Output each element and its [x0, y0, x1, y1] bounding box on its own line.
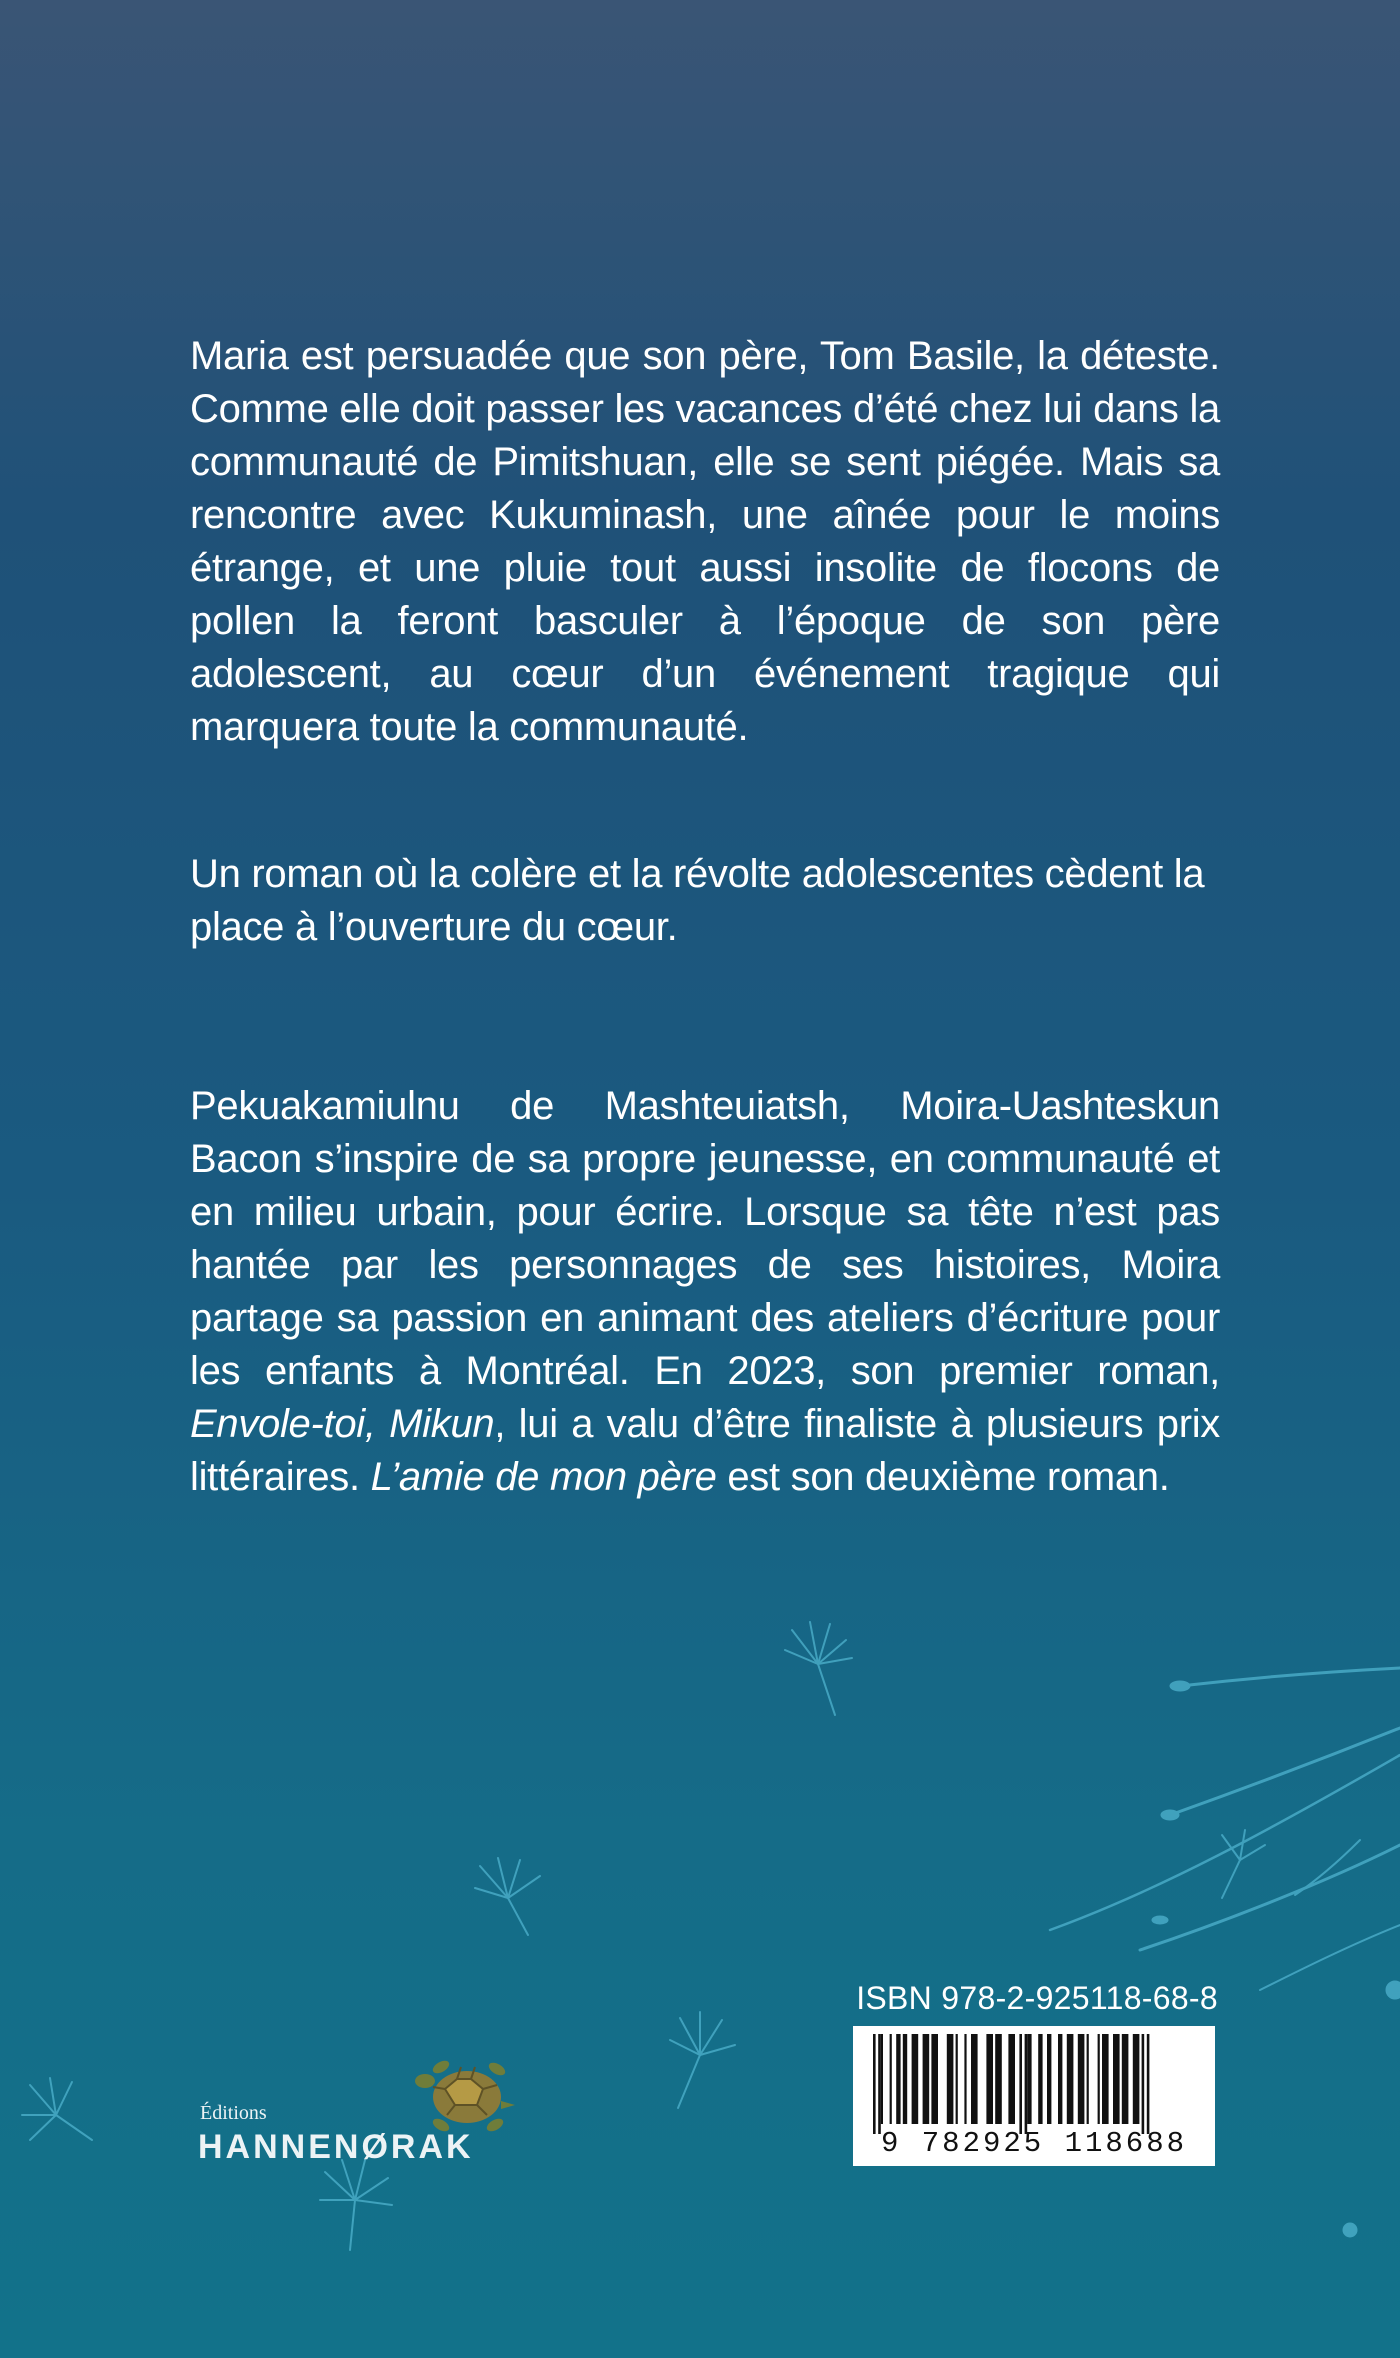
barcode-bar	[1078, 2034, 1085, 2124]
barcode-bar	[1147, 2034, 1150, 2134]
barcode-bar	[1038, 2034, 1042, 2124]
barcode-bar	[1047, 2034, 1051, 2124]
bio-text-a: Pekuakamiulnu de Mashteuiatsh, Moira-Uashteskun Bacon s’inspire de sa propre jeunesse, en communauté et en milieu urbain, pour écrire. Lorsque sa tête n’est pas hantée par les personnages de ses histoires, Moira partage sa passion en animant des ateliers d’écriture pour les enfants à Montréal. En 2023, son premier roman,	[190, 1084, 1220, 1393]
barcode-bar	[1133, 2034, 1140, 2124]
publisher-editions-label: Éditions	[200, 2102, 267, 2124]
barcode-bar	[912, 2034, 919, 2124]
barcode-bar	[873, 2034, 876, 2134]
barcode-bar	[1087, 2034, 1089, 2124]
barcode-bar	[1102, 2034, 1109, 2124]
barcode-bar	[1098, 2034, 1100, 2124]
barcode-bar	[1113, 2034, 1120, 2124]
publisher-logo-text: HANNENØRAK	[198, 2128, 474, 2166]
isbn-label: ISBN 978-2-925118-68-8	[856, 1980, 1218, 2016]
barcode-bar	[896, 2034, 900, 2124]
barcode-bar	[1025, 2034, 1028, 2134]
barcode-digits: 9 782925 118688	[880, 2127, 1188, 2160]
barcode-bar	[1067, 2034, 1074, 2124]
barcode-bar	[878, 2034, 881, 2134]
barcode-bar	[1027, 2034, 1031, 2124]
barcode-bar	[923, 2034, 930, 2124]
barcode-bar	[1019, 2034, 1022, 2134]
author-bio	[190, 1080, 1220, 1504]
barcode-bar	[1122, 2034, 1129, 2124]
bio-text-c: est son deuxième roman.	[716, 1455, 1170, 1499]
barcode-bar	[964, 2034, 966, 2124]
barcode	[853, 2026, 1215, 2166]
barcode-bar	[903, 2034, 907, 2124]
blurb-paragraph-2: Un roman où la colère et la révolte adolescentes cèdent la place à l’ouverture du cœur.	[190, 852, 1205, 949]
barcode-bar	[1008, 2034, 1015, 2124]
bio-book-title-1: Envole-toi, Mikun	[190, 1402, 495, 1446]
barcode-bar	[947, 2034, 954, 2124]
barcode-bar	[890, 2034, 892, 2124]
barcode-bar	[1058, 2034, 1062, 2124]
barcode-bar	[956, 2034, 958, 2124]
barcode-bar	[1142, 2034, 1145, 2134]
barcode-bar	[931, 2034, 938, 2124]
barcode-bar	[995, 2034, 1002, 2124]
barcode-bar	[881, 2034, 883, 2124]
barcode-bar	[986, 2034, 993, 2124]
blurb-paragraph-1: Maria est persuadée que son père, Tom Basile, la déteste. Comme elle doit passer les vacances d’été chez lui dans la communauté de Pimitshuan, elle se sent piégée. Mais sa rencontre avec Kukuminash, une aînée pour le moins étrange, et une pluie tout aussi insolite de flocons de pollen la feront basculer à l’époque de son père adolescent, au cœur d’un événement tragique qui marquera toute la communauté.	[190, 334, 1220, 749]
barcode-bar	[971, 2034, 978, 2124]
bio-book-title-2: L’amie de mon père	[370, 1455, 717, 1499]
bio-text-b: , lui a valu d’être finaliste à plusieurs prix littéraires.	[190, 1402, 1221, 1499]
